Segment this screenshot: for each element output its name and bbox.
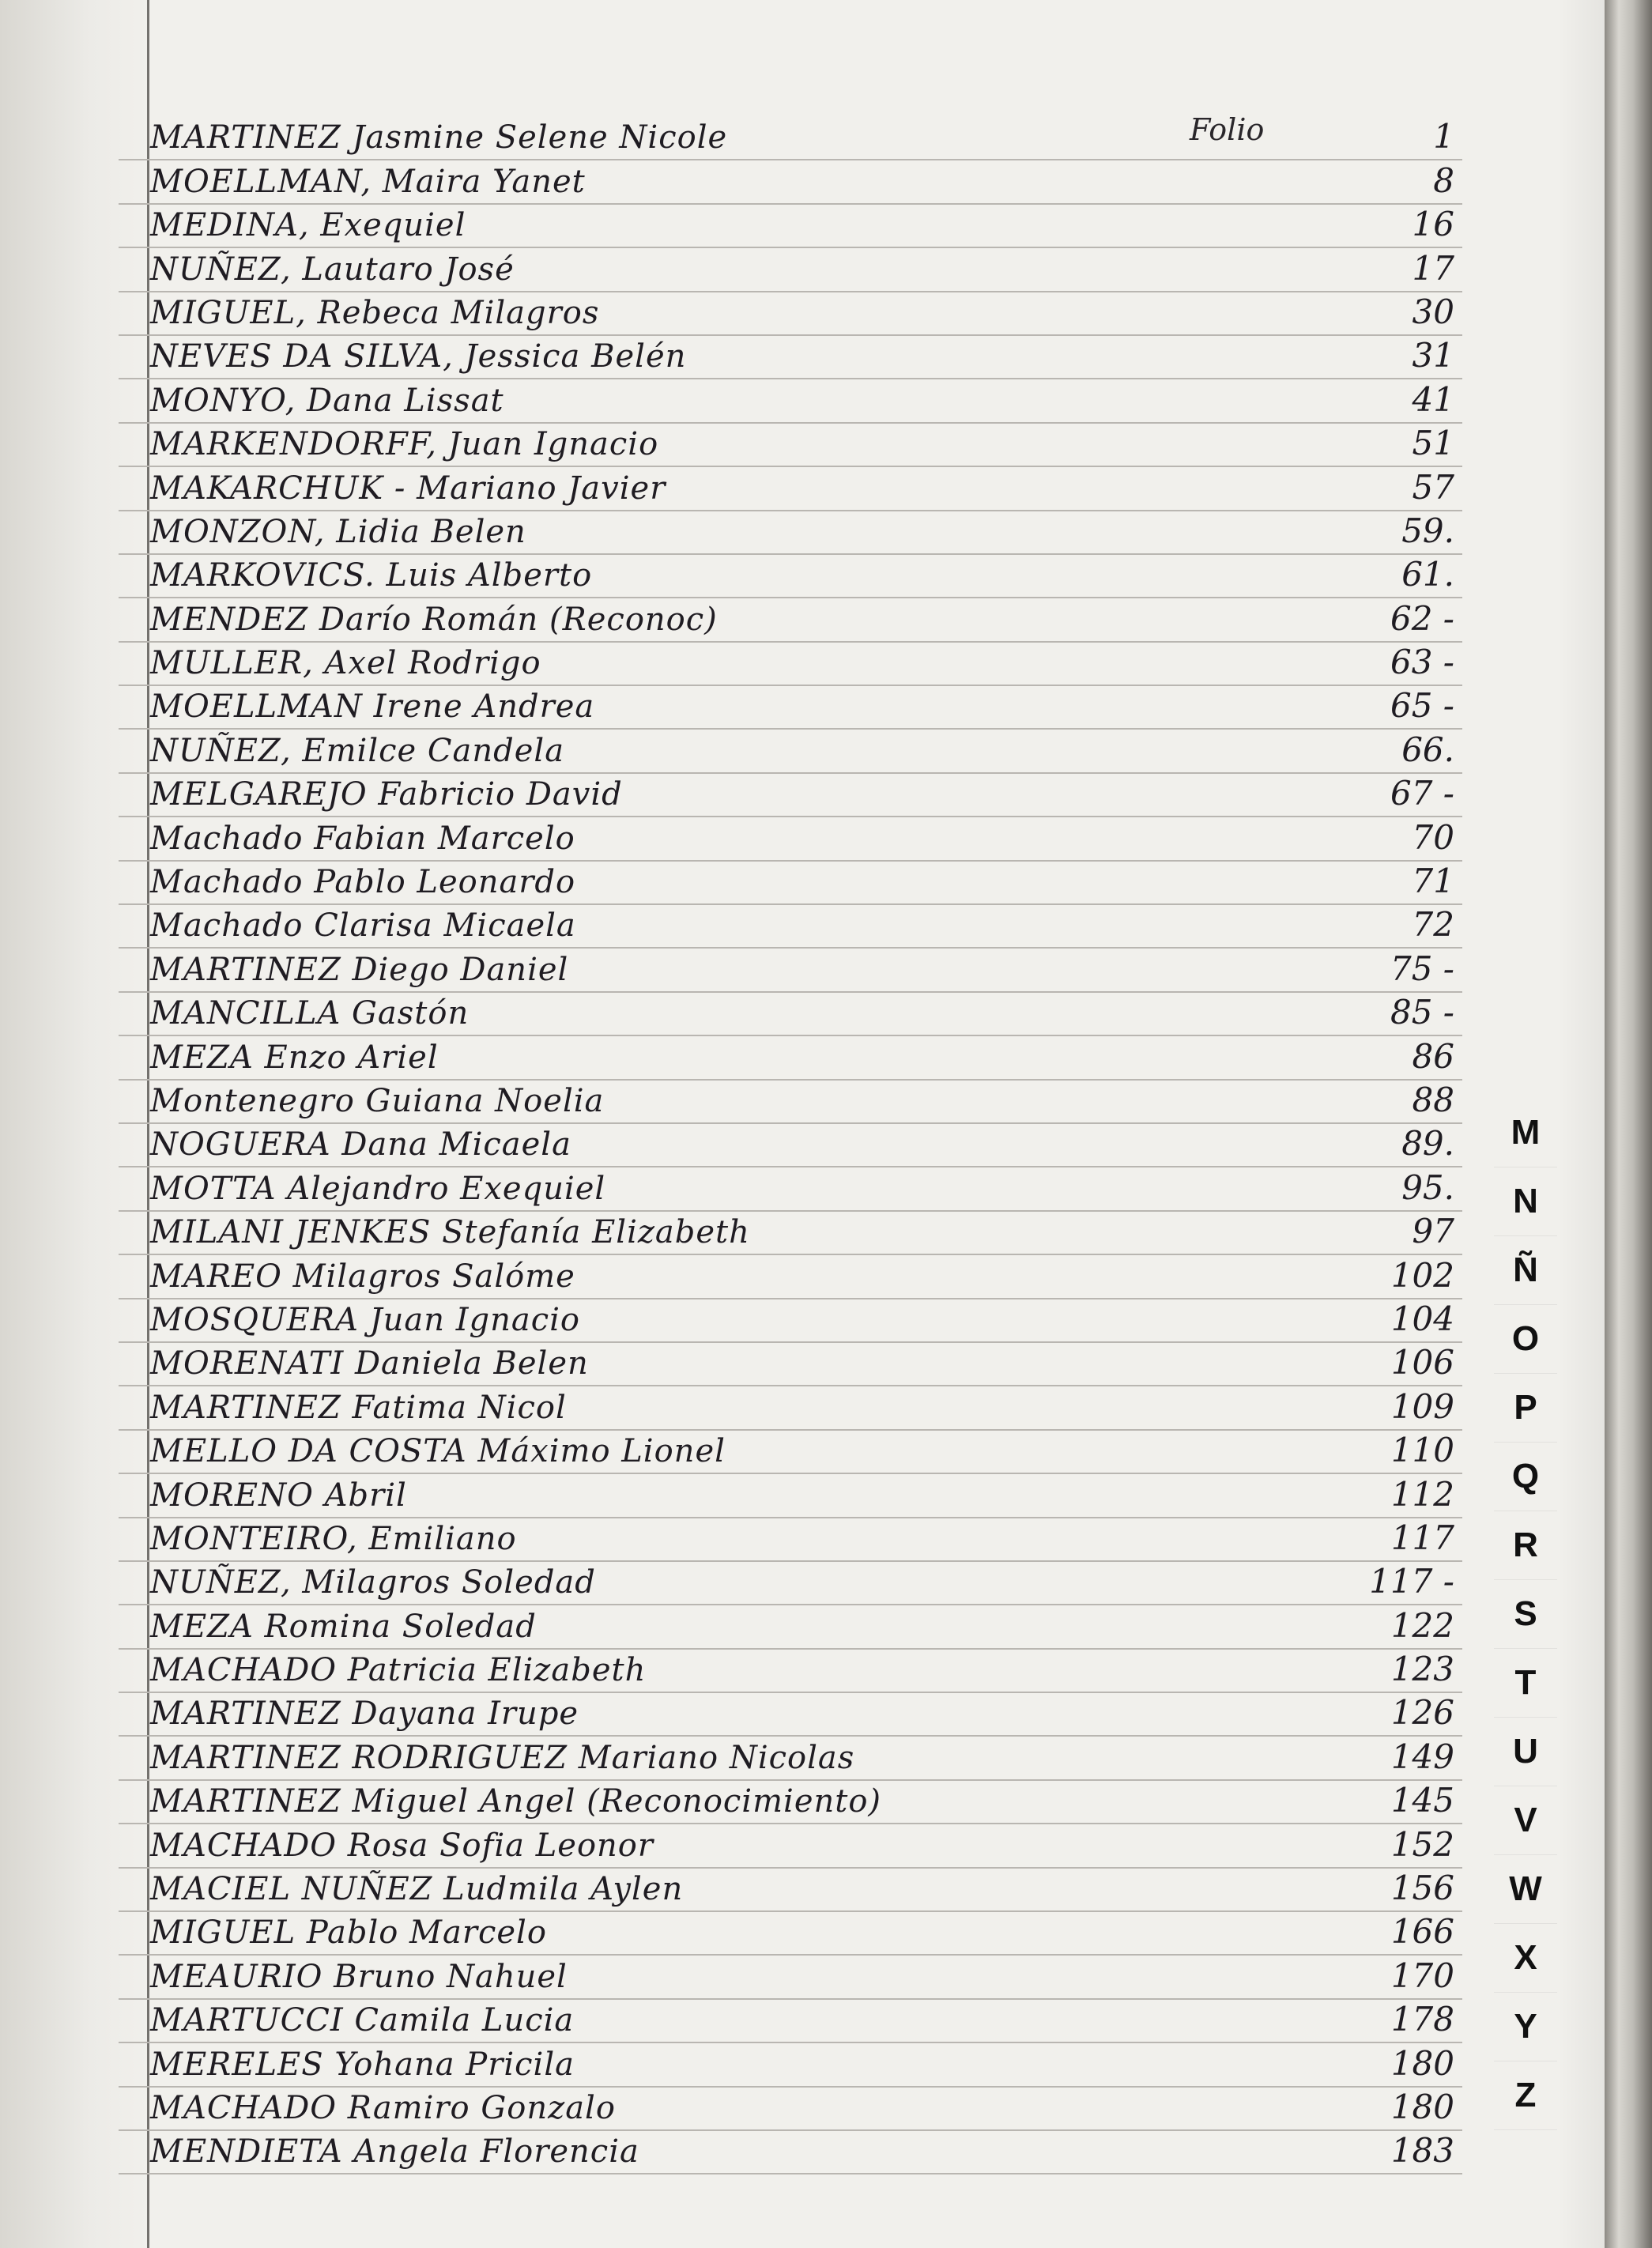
- entry-folio: 123: [1390, 1650, 1454, 1689]
- ledger-row: [119, 336, 1462, 379]
- entry-folio: 178: [1390, 2000, 1454, 2039]
- entry-name: MAREO Milagros Salóme: [150, 1258, 575, 1295]
- ledger-row: [119, 1693, 1462, 1737]
- entry-name: MORENO Abril: [150, 1477, 407, 1514]
- entry-name: MARTINEZ Diego Daniel: [150, 951, 569, 988]
- ledger-row: [119, 292, 1462, 336]
- ledger-row: [119, 379, 1462, 423]
- index-tab-letter[interactable]: Y: [1494, 1993, 1557, 2061]
- ledger-row: [119, 949, 1462, 992]
- ledger-row: [119, 1562, 1462, 1605]
- entry-folio: 88: [1412, 1080, 1454, 1119]
- ledger-row: [119, 1431, 1462, 1474]
- entry-folio: 149: [1390, 1737, 1454, 1776]
- index-tab-letter[interactable]: S: [1494, 1580, 1557, 1649]
- entry-name: MEAURIO Bruno Nahuel: [150, 1958, 568, 1995]
- entry-folio: 71: [1412, 862, 1454, 901]
- entry-folio: 170: [1390, 1956, 1454, 1995]
- entry-name: MACIEL NUÑEZ Ludmila Aylen: [150, 1871, 684, 1908]
- ledger-row: [119, 2000, 1462, 2043]
- ledger-row: [119, 993, 1462, 1036]
- index-tab-letter[interactable]: M: [1494, 1099, 1557, 1167]
- ledger-row: [119, 905, 1462, 949]
- entry-folio: 104: [1390, 1299, 1454, 1338]
- ledger-row: [119, 1081, 1462, 1124]
- entry-name: MIGUEL Pablo Marcelo: [150, 1914, 547, 1952]
- entry-name: MEDINA, Exequiel: [150, 207, 466, 244]
- ledger-row: [119, 555, 1462, 598]
- index-tab-letter[interactable]: U: [1494, 1718, 1557, 1786]
- ledger-row: [119, 1212, 1462, 1255]
- ledger-row: [119, 2131, 1462, 2174]
- entry-name: MORENATI Daniela Belen: [150, 1345, 589, 1382]
- ledger-row: [119, 424, 1462, 467]
- entry-folio: 1: [1433, 117, 1454, 157]
- entry-folio: 30: [1412, 292, 1454, 331]
- entry-name: MOELLMAN Irene Andrea: [150, 688, 595, 726]
- ledger-row: [119, 1299, 1462, 1343]
- ledger-list: [119, 117, 1462, 2174]
- entry-folio: 102: [1390, 1255, 1454, 1295]
- ledger-row: [119, 467, 1462, 511]
- ledger-row: [119, 2043, 1462, 2087]
- entry-folio: 117 -: [1369, 1562, 1454, 1601]
- entry-folio: 70: [1412, 817, 1454, 857]
- entry-folio: 166: [1390, 1912, 1454, 1952]
- entry-name: MANCILLA Gastón: [150, 995, 470, 1032]
- entry-name: MARTUCCI Camila Lucia: [150, 2002, 575, 2039]
- entry-name: MACHADO Rosa Sofia Leonor: [150, 1827, 654, 1864]
- entry-name: MOSQUERA Juan Ignacio: [150, 1301, 580, 1338]
- entry-name: NEVES DA SILVA, Jessica Belén: [150, 338, 687, 375]
- entry-name: MOTTA Alejandro Exequiel: [150, 1170, 606, 1207]
- ledger-row: [119, 1518, 1462, 1562]
- index-tab-letter[interactable]: N: [1494, 1167, 1557, 1236]
- ledger-row: [119, 774, 1462, 817]
- entry-name: NUÑEZ, Milagros Soledad: [150, 1564, 596, 1601]
- folio-column-heading: Folio: [1190, 112, 1265, 147]
- entry-folio: 89.: [1401, 1124, 1454, 1164]
- entry-name: MARKENDORFF, Juan Ignacio: [150, 426, 659, 463]
- ledger-row: [119, 160, 1462, 204]
- ledger-row: [119, 817, 1462, 861]
- ledger-row: [119, 1036, 1462, 1080]
- entry-folio: 180: [1390, 2087, 1454, 2126]
- ledger-row: [119, 1605, 1462, 1649]
- entry-name: NUÑEZ, Emilce Candela: [150, 732, 565, 769]
- ledger-row: [119, 1737, 1462, 1780]
- alphabet-index-tabs: [1494, 1099, 1557, 2130]
- entry-name: Machado Clarisa Micaela: [150, 907, 576, 945]
- entry-folio: 183: [1390, 2131, 1454, 2171]
- index-tab-letter[interactable]: R: [1494, 1511, 1557, 1580]
- entry-folio: 75 -: [1390, 949, 1454, 988]
- entry-name: MARTINEZ Fatima Nicol: [150, 1389, 567, 1426]
- entry-name: MONZON, Lidia Belen: [150, 513, 526, 550]
- entry-name: MARTINEZ Miguel Angel (Reconocimiento): [150, 1783, 882, 1820]
- index-tab-letter[interactable]: O: [1494, 1305, 1557, 1374]
- entry-name: MULLER, Axel Rodrigo: [150, 645, 541, 682]
- entry-folio: 97: [1412, 1212, 1454, 1251]
- entry-folio: 145: [1390, 1781, 1454, 1820]
- entry-folio: 85 -: [1390, 993, 1454, 1032]
- entry-name: MARTINEZ RODRIGUEZ Mariano Nicolas: [150, 1739, 855, 1776]
- ledger-row: [119, 1255, 1462, 1299]
- entry-folio: 106: [1390, 1343, 1454, 1382]
- entry-name: Machado Pablo Leonardo: [150, 864, 576, 901]
- ledger-row: [119, 1956, 1462, 1999]
- entry-name: MACHADO Patricia Elizabeth: [150, 1652, 647, 1689]
- entry-folio: 180: [1390, 2043, 1454, 2083]
- entry-name: MAKARCHUK - Mariano Javier: [150, 470, 666, 507]
- entry-folio: 72: [1412, 905, 1454, 945]
- entry-folio: 95.: [1401, 1167, 1454, 1207]
- index-tab-letter[interactable]: Q: [1494, 1443, 1557, 1511]
- ledger-row: [119, 1869, 1462, 1912]
- ledger-row: [119, 862, 1462, 905]
- entry-folio: 66.: [1401, 730, 1454, 769]
- ledger-row: [119, 686, 1462, 730]
- entry-name: MERELES Yohana Pricila: [150, 2046, 575, 2083]
- entry-folio: 59.: [1401, 511, 1454, 550]
- entry-name: NUÑEZ, Lautaro José: [150, 251, 515, 288]
- entry-name: MEZA Enzo Ariel: [150, 1039, 439, 1076]
- ledger-row: [119, 1343, 1462, 1386]
- entry-name: MENDEZ Darío Román (Reconoc): [150, 601, 718, 638]
- entry-folio: 16: [1412, 205, 1454, 244]
- entry-folio: 65 -: [1390, 686, 1454, 726]
- entry-folio: 110: [1390, 1431, 1454, 1470]
- entry-folio: 122: [1390, 1605, 1454, 1645]
- ledger-row: [119, 117, 1462, 160]
- entry-folio: 112: [1390, 1474, 1454, 1514]
- entry-folio: 51: [1412, 424, 1454, 463]
- entry-name: MONYO, Dana Lissat: [150, 382, 504, 419]
- ledger-row: [119, 205, 1462, 248]
- entry-folio: 63 -: [1390, 643, 1454, 682]
- entry-name: MELLO DA COSTA Máximo Lionel: [150, 1433, 726, 1470]
- index-tab-letter[interactable]: X: [1494, 1924, 1557, 1993]
- entry-folio: 8: [1433, 160, 1454, 200]
- index-tab-letter[interactable]: W: [1494, 1855, 1557, 1924]
- entry-name: Montenegro Guiana Noelia: [150, 1082, 605, 1119]
- entry-name: MENDIETA Angela Florencia: [150, 2133, 639, 2171]
- entry-name: MARTINEZ Dayana Irupe: [150, 1695, 579, 1733]
- ledger-row: [119, 1474, 1462, 1518]
- book-edge: [1605, 0, 1652, 2248]
- entry-folio: 57: [1412, 467, 1454, 507]
- ledger-row: [119, 1386, 1462, 1430]
- index-tab-letter[interactable]: T: [1494, 1649, 1557, 1718]
- ledger-row: [119, 1912, 1462, 1956]
- entry-folio: 31: [1412, 336, 1454, 375]
- entry-name: MONTEIRO, Emiliano: [150, 1520, 517, 1557]
- ledger-row: [119, 643, 1462, 686]
- entry-folio: 152: [1390, 1824, 1454, 1864]
- index-tab-letter[interactable]: V: [1494, 1786, 1557, 1855]
- ledger-row: [119, 1167, 1462, 1211]
- ledger-row: [119, 730, 1462, 773]
- ledger-row: [119, 511, 1462, 555]
- index-tab-letter[interactable]: P: [1494, 1374, 1557, 1443]
- entry-folio: 41: [1412, 379, 1454, 419]
- ledger-row: [119, 1124, 1462, 1167]
- entry-name: MEZA Romina Soledad: [150, 1608, 537, 1645]
- entry-name: MARKOVICS. Luis Alberto: [150, 557, 593, 594]
- entry-name: NOGUERA Dana Micaela: [150, 1126, 571, 1164]
- entry-name: MELGAREJO Fabricio David: [150, 776, 623, 813]
- entry-name: MARTINEZ Jasmine Selene Nicole: [150, 119, 728, 157]
- ledger-row: [119, 1781, 1462, 1824]
- entry-name: Machado Fabian Marcelo: [150, 820, 575, 857]
- entry-name: MOELLMAN, Maira Yanet: [150, 163, 586, 200]
- entry-folio: 126: [1390, 1693, 1454, 1733]
- entry-folio: 61.: [1401, 555, 1454, 594]
- index-tab-letter[interactable]: Ñ: [1494, 1236, 1557, 1305]
- ledger-row: [119, 598, 1462, 642]
- ledger-row: [119, 248, 1462, 292]
- entry-name: MILANI JENKES Stefanía Elizabeth: [150, 1214, 750, 1251]
- entry-folio: 62 -: [1390, 598, 1454, 638]
- entry-name: MIGUEL, Rebeca Milagros: [150, 294, 600, 331]
- ledger-row: [119, 1824, 1462, 1868]
- entry-folio: 117: [1390, 1518, 1454, 1557]
- entry-folio: 67 -: [1390, 774, 1454, 813]
- entry-folio: 156: [1390, 1869, 1454, 1908]
- entry-folio: 109: [1390, 1386, 1454, 1426]
- index-tab-letter[interactable]: Z: [1494, 2061, 1557, 2130]
- entry-folio: 86: [1412, 1036, 1454, 1076]
- entry-name: MACHADO Ramiro Gonzalo: [150, 2089, 616, 2126]
- ledger-row: [119, 1650, 1462, 1693]
- ledger-row: [119, 2088, 1462, 2131]
- entry-folio: 17: [1412, 248, 1454, 288]
